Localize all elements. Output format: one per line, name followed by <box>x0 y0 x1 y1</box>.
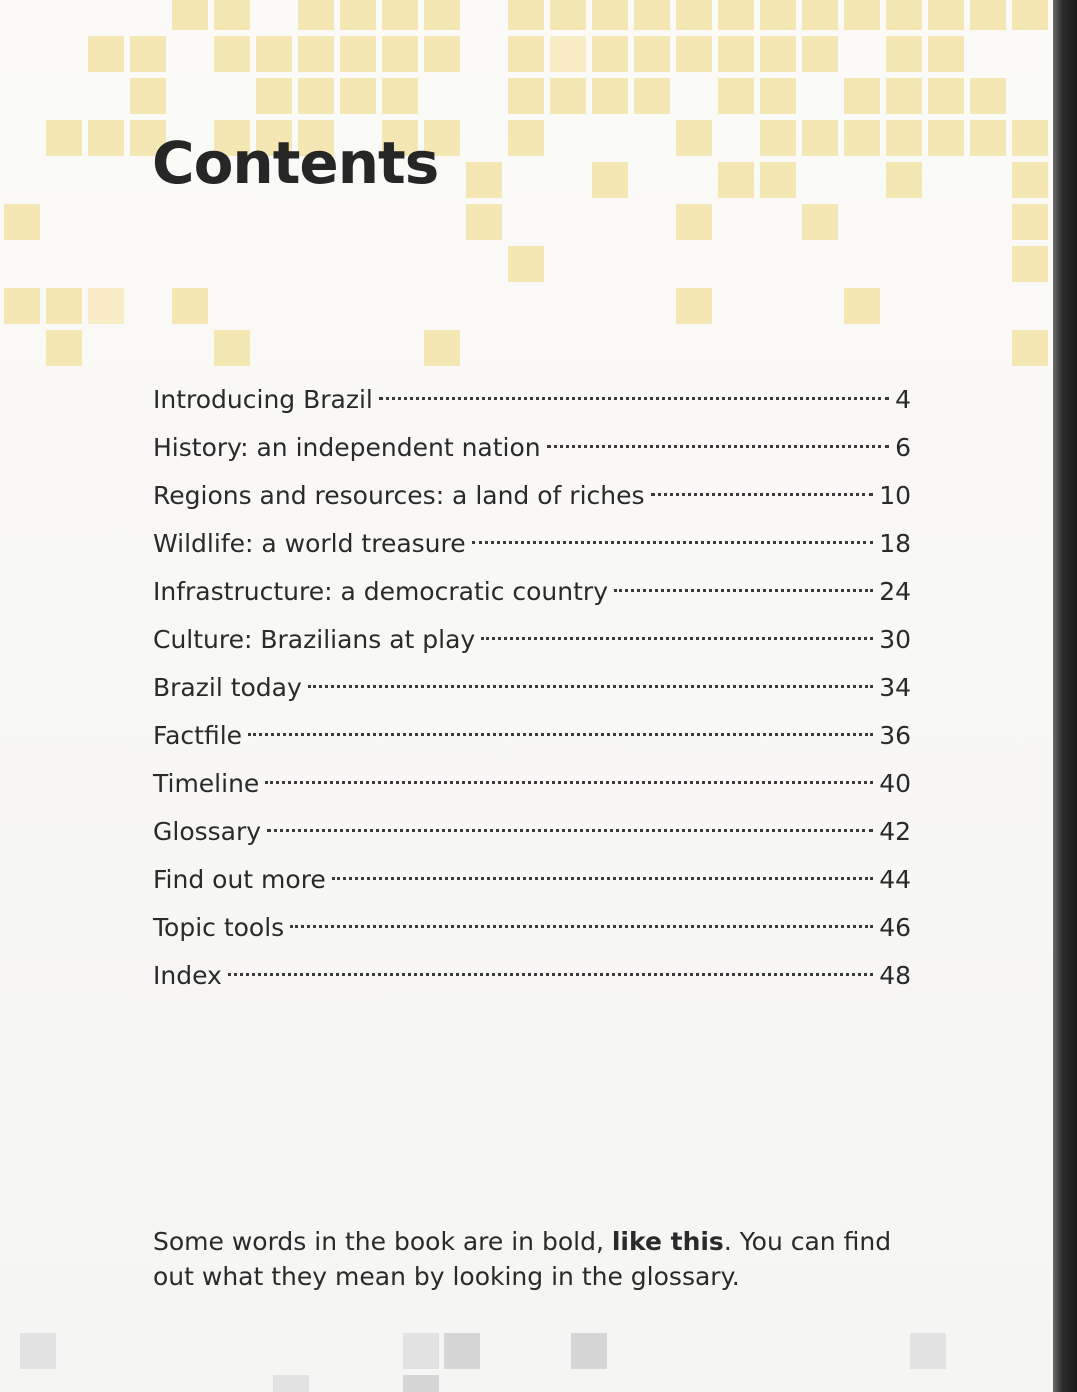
toc-dot-leader <box>614 589 873 592</box>
toc-entry-title: Glossary <box>153 817 262 846</box>
toc-entry-page: 30 <box>879 625 911 654</box>
toc-entry[interactable] <box>153 568 911 616</box>
toc-entry-title: Brazil today <box>153 673 302 702</box>
page-title: Contents <box>152 129 439 197</box>
toc-dot-leader <box>481 637 873 640</box>
toc-entry-title: History: an independent nation <box>153 433 541 462</box>
toc-entry[interactable] <box>153 520 911 568</box>
toc-entry-page: 18 <box>879 529 911 558</box>
toc-dot-leader <box>267 829 873 832</box>
toc-entry-page: 48 <box>879 961 911 990</box>
decorative-tile <box>571 1333 607 1369</box>
toc-entry-page: 24 <box>879 577 911 606</box>
toc-dot-leader <box>472 541 874 544</box>
decorative-tile <box>444 1333 480 1369</box>
toc-dot-leader <box>248 733 873 736</box>
toc-entry-page: 42 <box>879 817 911 846</box>
decorative-tile <box>403 1333 439 1369</box>
toc-entry-title: Introducing Brazil <box>153 385 373 414</box>
toc-entry-page: 44 <box>879 865 911 894</box>
toc-entry-page: 10 <box>879 481 911 510</box>
toc-dot-leader <box>379 397 889 400</box>
toc-dot-leader <box>265 781 873 784</box>
decorative-tile <box>273 1375 309 1392</box>
toc-entry-title: Index <box>153 961 222 990</box>
toc-entry-title: Wildlife: a world treasure <box>153 529 466 558</box>
toc-entry[interactable] <box>153 712 911 760</box>
toc-entry[interactable] <box>153 616 911 664</box>
toc-entry-page: 40 <box>879 769 911 798</box>
toc-entry[interactable] <box>153 424 911 472</box>
toc-entry[interactable] <box>153 952 911 1000</box>
decorative-tile <box>403 1375 439 1392</box>
table-of-contents <box>153 376 911 1000</box>
toc-entry-page: 4 <box>895 385 911 414</box>
book-spine-edge <box>1053 0 1077 1392</box>
toc-dot-leader <box>651 493 874 496</box>
toc-entry-page: 6 <box>895 433 911 462</box>
toc-entry[interactable] <box>153 760 911 808</box>
toc-dot-leader <box>332 877 873 880</box>
toc-entry[interactable] <box>153 904 911 952</box>
toc-entry-page: 34 <box>879 673 911 702</box>
toc-entry-page: 46 <box>879 913 911 942</box>
toc-entry-title: Timeline <box>153 769 260 798</box>
toc-dot-leader <box>308 685 873 688</box>
toc-entry-title: Regions and resources: a land of riches <box>153 481 645 510</box>
toc-entry[interactable] <box>153 472 911 520</box>
toc-entry-page: 36 <box>879 721 911 750</box>
toc-entry[interactable] <box>153 664 911 712</box>
toc-entry-title: Topic tools <box>153 913 285 942</box>
toc-entry-title: Infrastructure: a democratic country <box>153 577 608 606</box>
glossary-note-text: . You can find out what they mean by looking in the glossary. <box>153 1227 892 1291</box>
toc-dot-leader <box>290 925 873 928</box>
toc-entry[interactable] <box>153 808 911 856</box>
toc-entry-title: Find out more <box>153 865 326 894</box>
toc-entry[interactable] <box>153 376 911 424</box>
toc-entry-title: Culture: Brazilians at play <box>153 625 476 654</box>
decorative-tile <box>20 1333 56 1369</box>
toc-dot-leader <box>547 445 889 448</box>
toc-entry-title: Factfile <box>153 721 243 750</box>
glossary-note-text: Some words in the book are in bold, <box>153 1227 612 1256</box>
toc-entry[interactable] <box>153 856 911 904</box>
decorative-tile <box>910 1333 946 1369</box>
toc-dot-leader <box>228 973 873 976</box>
glossary-note <box>153 1224 913 1294</box>
bold-example: like this <box>611 1227 724 1256</box>
